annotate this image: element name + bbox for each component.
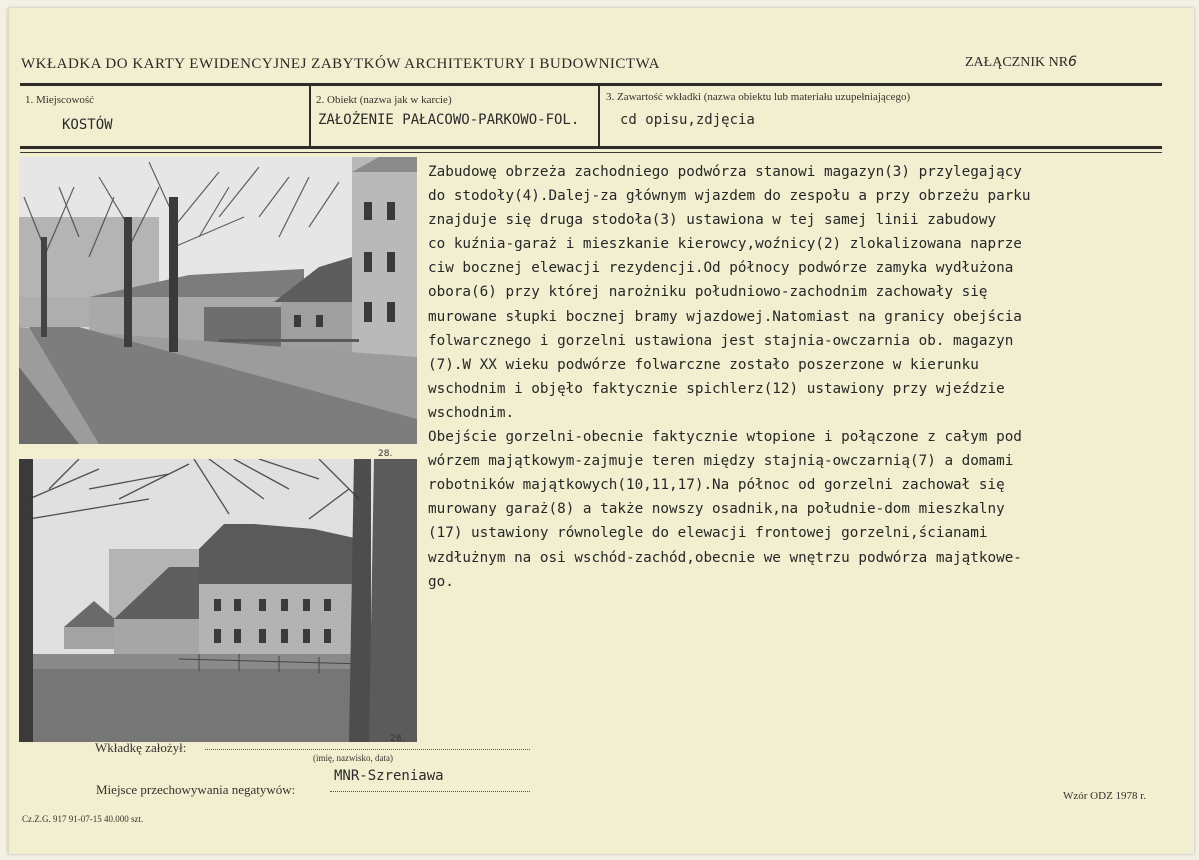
content-value: cd opisu,zdjęcia <box>620 112 755 128</box>
document-title: WKŁADKA DO KARTY EWIDENCYJNEJ ZABYTKÓW ARCHITEKTURY I BUDOWNICTWA <box>21 56 660 72</box>
object-label: 2. Obiekt (nazwa jak w karcie) <box>316 94 452 106</box>
photo-mark-bottom: 28. <box>390 734 405 744</box>
negatives-line <box>330 791 530 792</box>
description-line: (7).W XX wieku podwórze folwarczne zostało poszerzone w kierunku <box>428 356 979 373</box>
description-line: wschodnim i objęło faktycznie spichlerz(12) ustawiony przy wjeździe <box>428 380 1005 397</box>
description-line: wschodnim. <box>428 404 515 421</box>
negatives-label: Miejsce przechowywania negatywów: <box>96 782 296 797</box>
annex-label-text: ZAŁĄCZNIK NR <box>965 55 1069 70</box>
photo-street-buildings <box>19 157 417 444</box>
description-line: znajduje się druga stodoła(3) ustawiona w tej samej linii zabudowy <box>428 212 997 229</box>
locality-label: 1. Miejscowość <box>25 94 95 106</box>
description-line: do stodoły(4).Dalej-za głównym wjazdem do zespołu a przy obrzeżu parku <box>428 188 1031 205</box>
photo-mark-top: 28. <box>378 449 393 459</box>
description-line: murowane słupki bocznej bramy wjazdowej.Natomiast na granicy obejścia <box>428 308 1022 325</box>
description-line: folwarcznego i gorzelni ustawiona jest stajnia-owczarnia ob. magazyn <box>428 332 1014 349</box>
description-line: Zabudowę obrzeża zachodniego podwórza stanowi magazyn(3) przylegający <box>428 164 1022 180</box>
header-rule <box>20 83 1162 86</box>
description-line: ciw bocznej elewacji rezydencji.Od północy podwórze zamyka wydłużona <box>428 260 1014 277</box>
description-line: wórzem majątkowym-zajmuje teren między stajnią-owczarnią(7) a domami <box>428 453 1014 470</box>
description-line: obora(6) przy której narożniku południowo-zachodnim zachowały się <box>428 284 988 301</box>
annex-label <box>965 54 1077 71</box>
insert-author-label: Wkładkę założył: <box>95 740 187 755</box>
description-line: (17) ustawiony równolegle do elewacji frontowej gorzelni,ścianami <box>428 525 988 542</box>
description-line: murowany garaż(8) a także nowszy osadnik,na południe-dom mieszkalny <box>428 501 1005 518</box>
description-line: go. <box>428 573 454 590</box>
object-value: ZAŁOŻENIE PAŁACOWO-PARKOWO-FOL. <box>318 112 580 128</box>
content-label: 3. Zawartość wkładki (nazwa obiektu lub materiału uzupełniającego) <box>606 91 911 103</box>
description-line: robotników majątkowych(10,11,17).Na północ od gorzelni zachował się <box>428 477 1005 494</box>
description-line: Obejście gorzelni-obecnie faktycznie wtopione i połączone z całym pod <box>428 429 1022 446</box>
print-code: Cz.Z.G. 917 91-07-15 40.000 szt. <box>22 814 144 824</box>
field-divider <box>598 85 600 147</box>
negatives-value: MNR-Szreniawa <box>334 768 444 784</box>
description-line: wzdłużnym na osi wschód-zachód,obecnie we wnętrzu podwórza majątkowe- <box>428 549 1022 566</box>
form-code: Wzór ODZ 1978 r. <box>1063 790 1147 802</box>
photo-distillery-building <box>19 459 417 742</box>
description-line: co kuźnia-garaż i mieszkanie kierowcy,woźnicy(2) zlokalizowana naprze <box>428 236 1022 253</box>
locality-value: KOSTÓW <box>62 117 113 133</box>
insert-author-caption: (imię, nazwisko, data) <box>313 753 393 763</box>
description-text <box>428 160 1168 594</box>
insert-author-line <box>205 749 530 750</box>
fields-rule-thin <box>20 152 1162 153</box>
field-divider <box>309 85 311 147</box>
fields-rule <box>20 146 1162 149</box>
annex-number: 6 <box>1068 54 1077 70</box>
